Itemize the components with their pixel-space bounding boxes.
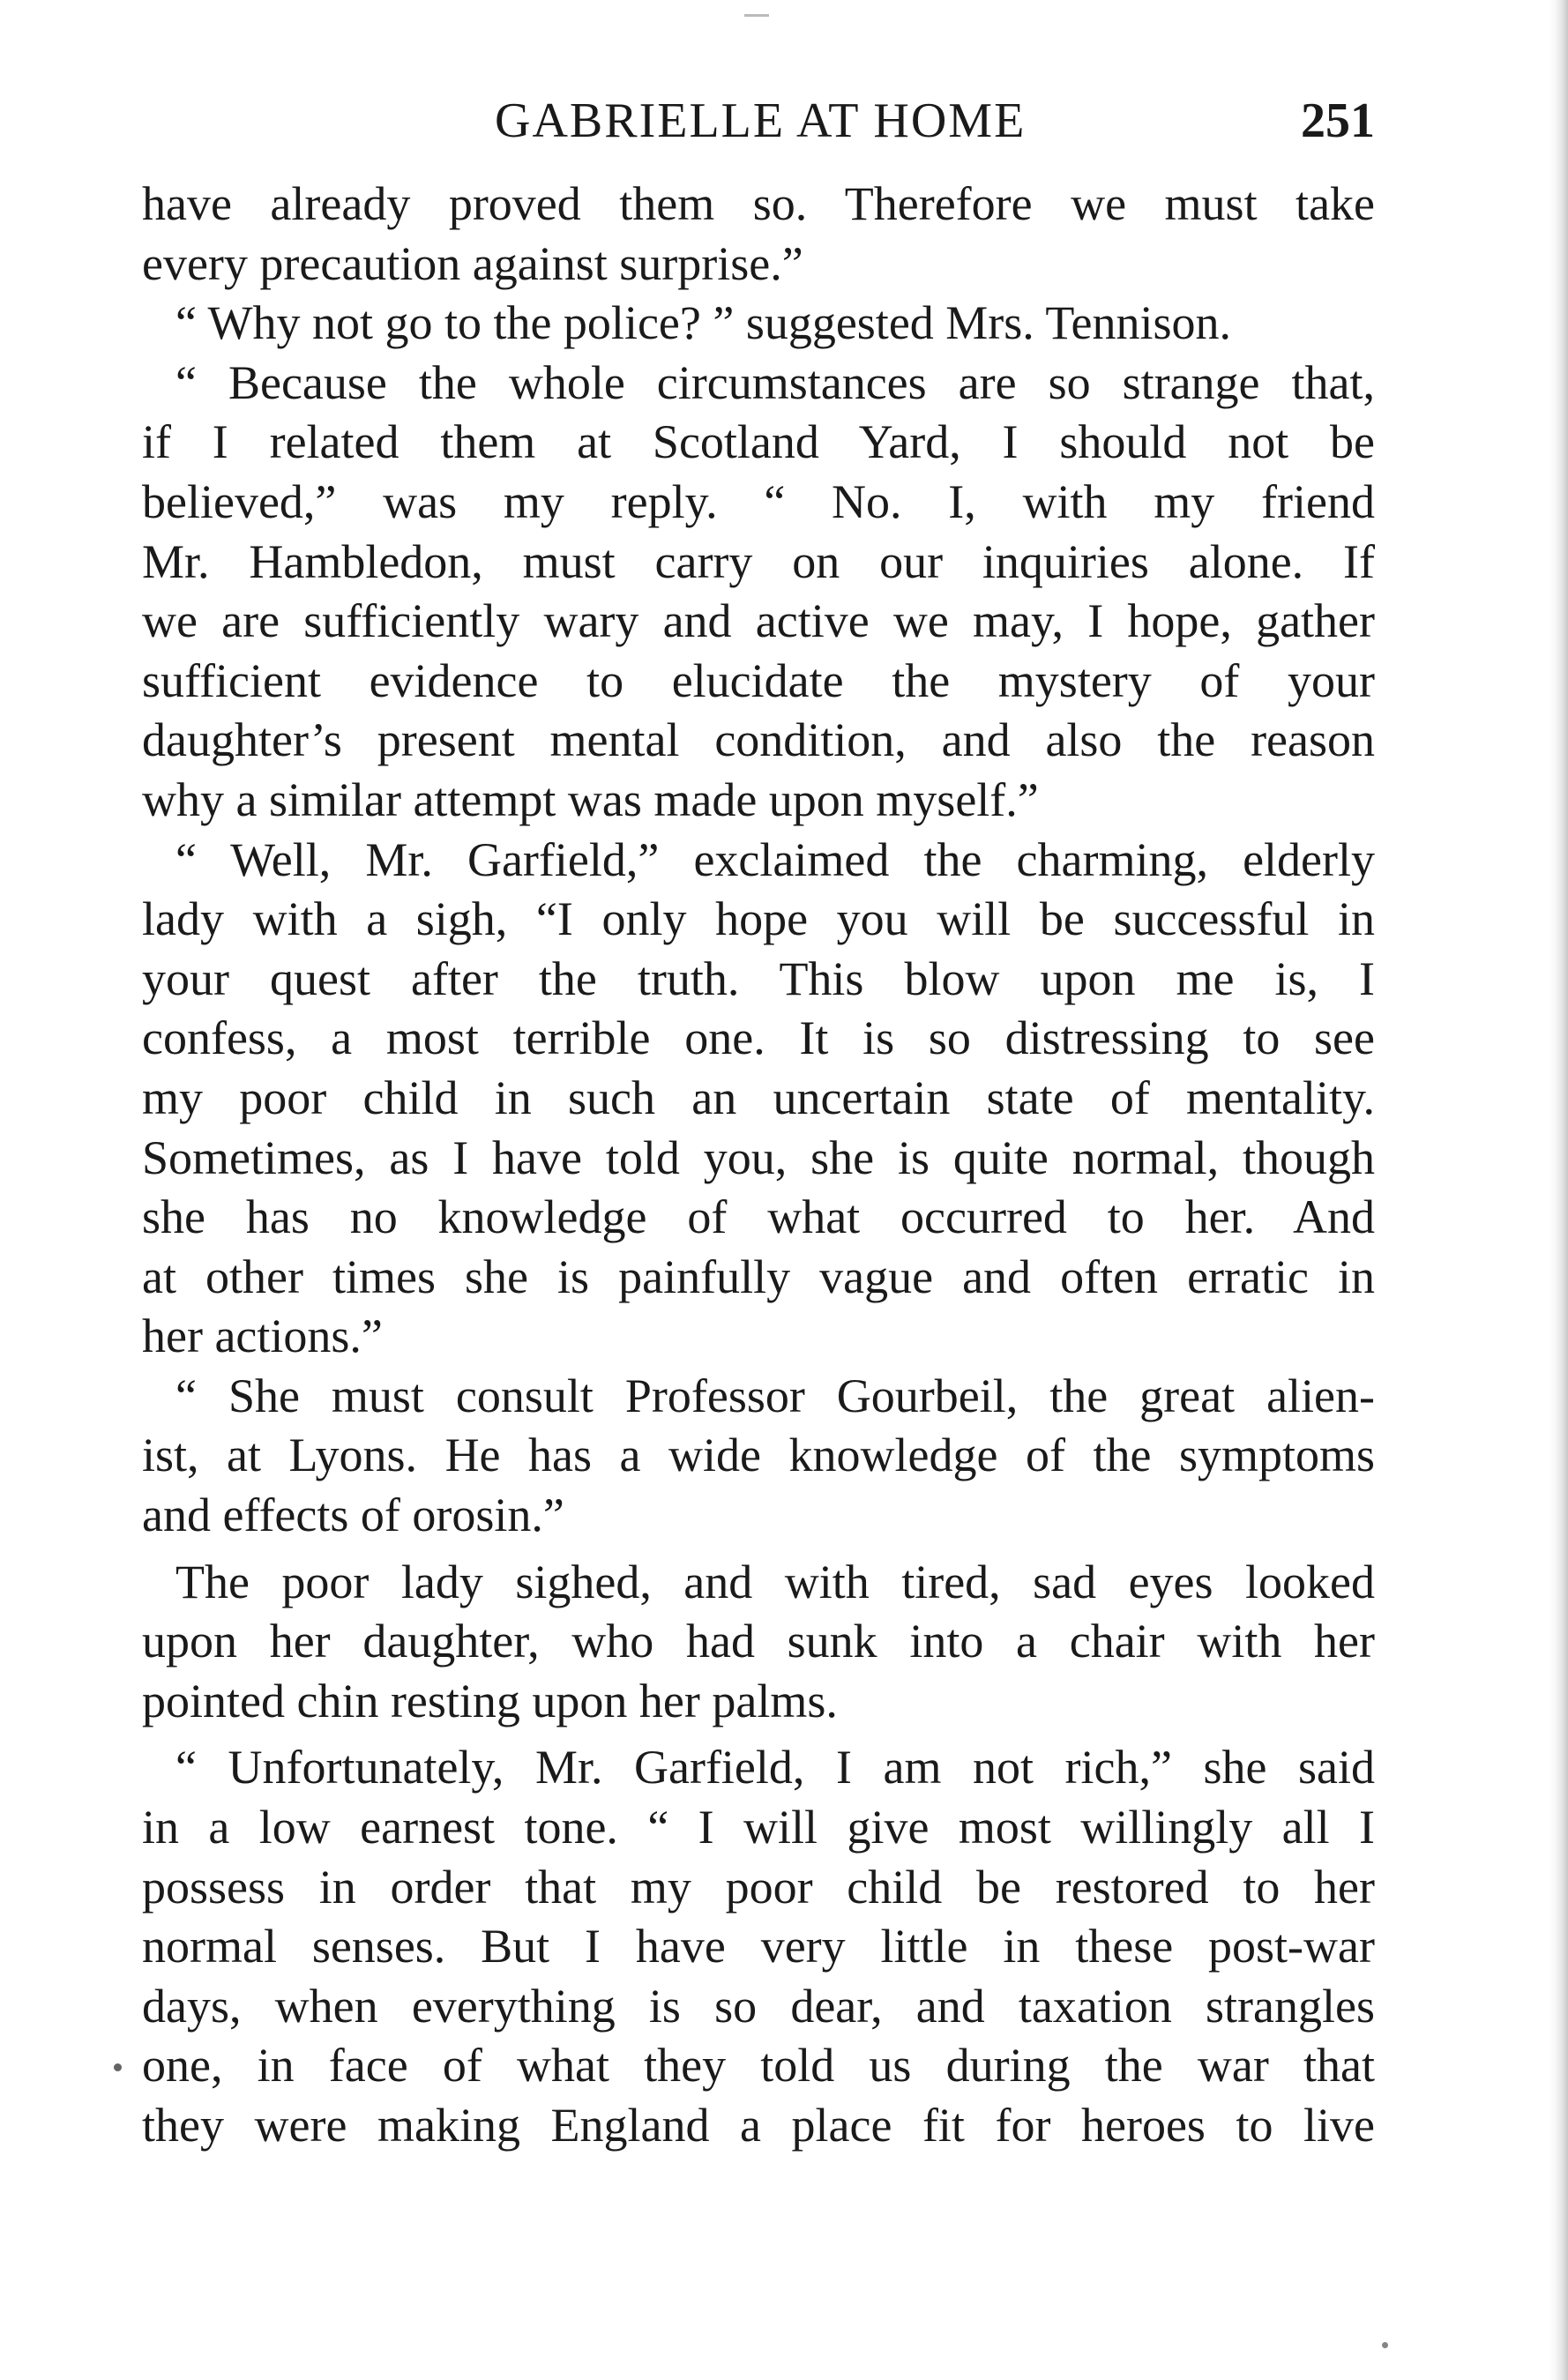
text-line: my poor child in such an uncertain state of mentality. [142,1071,1375,1124]
text-line: ist, at Lyons. He has a wide knowledge of the symptoms [142,1429,1375,1482]
paragraph [142,1553,1375,1732]
scan-artifact-mark [744,14,769,17]
text-line: believed,” was my reply. “ No. I, with my friend [142,474,1375,528]
text-line: at other times she is painfully vague and often erratic in [142,1250,1375,1303]
text-line: “ Because the whole circumstances are so strange that, [175,355,1375,409]
body-text [142,175,1375,2156]
text-line: and effects of orosin.” [142,1488,564,1542]
text-line: daughter’s present mental condition, and also the reason [142,713,1375,767]
scan-binding-edge [1549,0,1568,2380]
text-line: we are sufficiently wary and active we may, I hope, gather [142,594,1375,648]
text-line: pointed chin resting upon her palms. [142,1674,838,1727]
text-line: “ Well, Mr. Garfield,” exclaimed the charming, elderly [175,832,1375,886]
text-line: confess, a most terrible one. It is so distressing to see [142,1011,1375,1065]
text-line: your quest after the truth. This blow upon me is, I [142,951,1375,1005]
paragraph-gap [142,1731,1375,1738]
page-header [142,90,1375,152]
text-line: if I related them at Scotland Yard, I should not be [142,415,1375,469]
paragraph [142,1367,1375,1546]
text-line: every precaution against surprise.” [142,236,803,290]
margin-bullet-mark [114,2063,122,2071]
text-line: lady with a sigh, “I only hope you will be successful in [142,892,1375,946]
text-line: she has no knowledge of what occurred to her. And [142,1190,1375,1244]
text-line: her actions.” [142,1309,383,1363]
text-line: why a similar attempt was made upon myself.” [142,772,1039,826]
paragraph [142,831,1375,1367]
scan-artifact-dot [1382,2342,1388,2348]
text-line: Sometimes, as I have told you, she is quite normal, though [142,1130,1375,1184]
text-line: The poor lady sighed, and with tired, sad eyes looked [175,1555,1375,1608]
paragraph-gap [142,1546,1375,1553]
text-line: normal senses. But I have very little in these post-war [142,1920,1375,1973]
text-line: one, in face of what they told us during the war that [142,2039,1375,2093]
text-line: have already proved them so. Therefore we must take [142,177,1375,230]
paragraph [142,175,1375,294]
text-line: they were making England a place fit for heroes to live [142,2099,1375,2152]
running-head: GABRIELLE AT HOME [495,93,1027,148]
text-line: “ She must consult Professor Gourbeil, the great alien- [175,1369,1375,1422]
paragraph [142,1738,1375,2155]
text-line: in a low earnest tone. “ I will give most willingly all I [142,1801,1375,1854]
text-line: “ Unfortunately, Mr. Garfield, I am not rich,” she said [175,1741,1375,1794]
text-line: days, when everything is so dear, and taxation strangles [142,1979,1375,2033]
paragraph [142,294,1375,354]
text-line: “ Why not go to the police? ” suggested Mrs. Tennison. [175,296,1232,350]
page-number: 251 [1301,93,1375,148]
paragraph [142,354,1375,831]
text-line: sufficient evidence to elucidate the mystery of your [142,653,1375,707]
text-line: upon her daughter, who had sunk into a chair with her [142,1615,1375,1668]
text-line: possess in order that my poor child be restored to her [142,1860,1375,1914]
text-line: Mr. Hambledon, must carry on our inquiries alone. If [142,534,1375,588]
